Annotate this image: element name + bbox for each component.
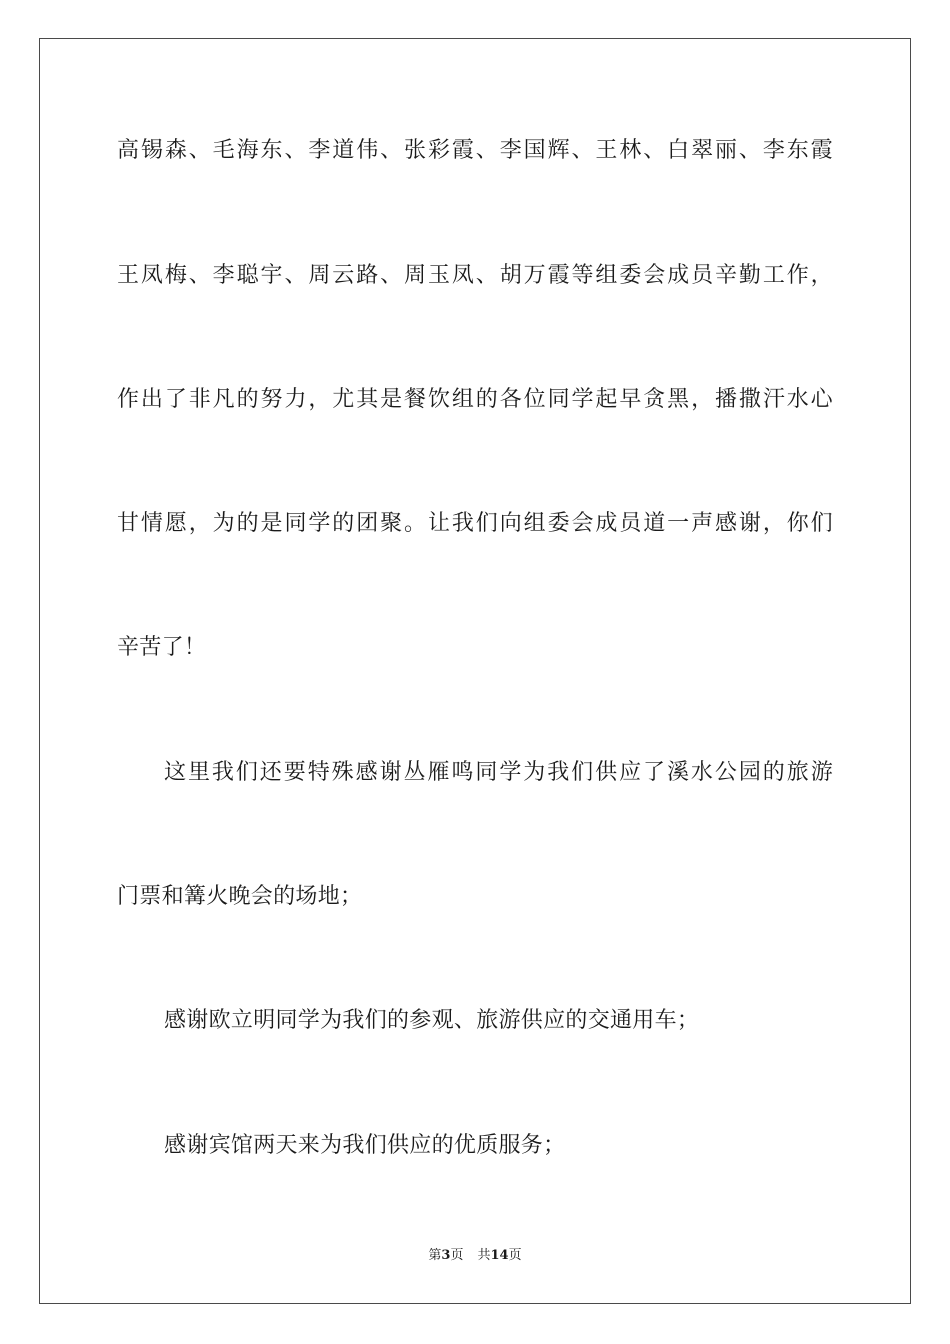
page-prefix: 第 [428, 1248, 442, 1263]
page-number: 3 [441, 1248, 451, 1263]
text-line-1: 高锡森、毛海东、李道伟、张彩霞、李国辉、王林、白翠丽、李东霞 [117, 138, 833, 163]
text-line-2: 王凤梅、李聪宇、周云路、周玉凤、胡万霞等组委会成员辛勤工作， [117, 263, 833, 288]
text-line-6: 这里我们还要特殊感谢丛雁鸣同学为我们供应了溪水公园的旅游 [164, 760, 833, 785]
text-line-9: 感谢宾馆两天来为我们供应的优质服务； [164, 1133, 566, 1158]
page-border [39, 38, 911, 1304]
text-line-8: 感谢欧立明同学为我们的参观、旅游供应的交通用车； [164, 1008, 700, 1033]
text-line-4: 甘情愿，为的是同学的团聚。让我们向组委会成员道一声感谢，你们 [117, 511, 833, 536]
text-line-5: 辛苦了！ [117, 635, 207, 660]
total-prefix: 共 [477, 1248, 491, 1263]
page-suffix: 页 [450, 1248, 464, 1263]
total-suffix: 页 [508, 1248, 522, 1263]
page-footer [0, 1247, 950, 1265]
text-line-3: 作出了非凡的努力，尤其是餐饮组的各位同学起早贪黑，播撒汗水心 [117, 387, 833, 412]
text-line-7: 门票和篝火晚会的场地； [117, 884, 363, 909]
total-pages: 14 [490, 1248, 509, 1263]
